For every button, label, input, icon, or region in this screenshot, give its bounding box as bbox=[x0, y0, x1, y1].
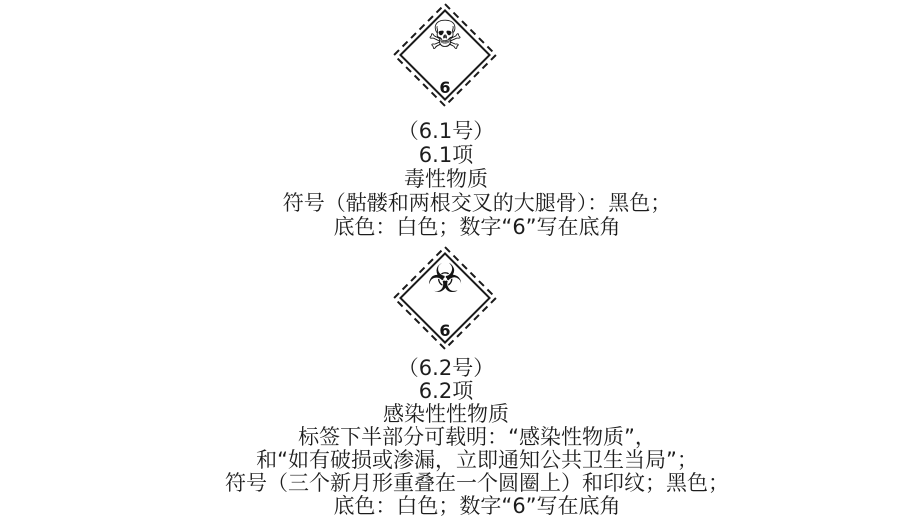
caption-lower-half-note-2-6-2: 和“如有破损或渗漏，立即通知公共卫生当局”； bbox=[256, 448, 698, 472]
hazard-label-6-1-figure bbox=[393, 3, 497, 107]
caption-symbol-spec-6-2: 符号（三个新月形重叠在一个圆圈上）和印纹；黑色； bbox=[225, 471, 729, 495]
caption-substance-name-6-2: 感染性性物质 bbox=[383, 402, 509, 426]
biohazard-icon: ☣ bbox=[427, 256, 463, 302]
caption-lower-half-note-1-6-2: 标签下半部分可载明：“感染性物质”， bbox=[298, 425, 656, 449]
skull-and-crossbones-icon: ☠ bbox=[427, 13, 463, 59]
caption-background-spec-6-1: 底色：白色；数字“6”写在底角 bbox=[333, 215, 621, 239]
label-6-1-captions bbox=[0, 119, 900, 239]
class-number-corner-6-2: 6 bbox=[439, 321, 451, 340]
caption-symbol-spec-6-1: 符号（骷髅和两根交叉的大腿骨）：黑色； bbox=[282, 191, 672, 215]
caption-item-number-6-1: 6.1项 bbox=[418, 143, 474, 167]
caption-label-number-6-1: （6.1号） bbox=[397, 119, 495, 143]
class-number-corner-6-1: 6 bbox=[439, 78, 451, 97]
caption-background-spec-6-2: 底色：白色；数字“6”写在底角 bbox=[333, 494, 621, 518]
label-6-2-captions bbox=[0, 357, 900, 518]
caption-substance-name-6-1: 毒性物质 bbox=[404, 167, 488, 191]
hazard-label-6-2-figure bbox=[393, 246, 497, 350]
caption-label-number-6-2: （6.2号） bbox=[397, 356, 495, 380]
caption-item-number-6-2: 6.2项 bbox=[418, 379, 474, 403]
